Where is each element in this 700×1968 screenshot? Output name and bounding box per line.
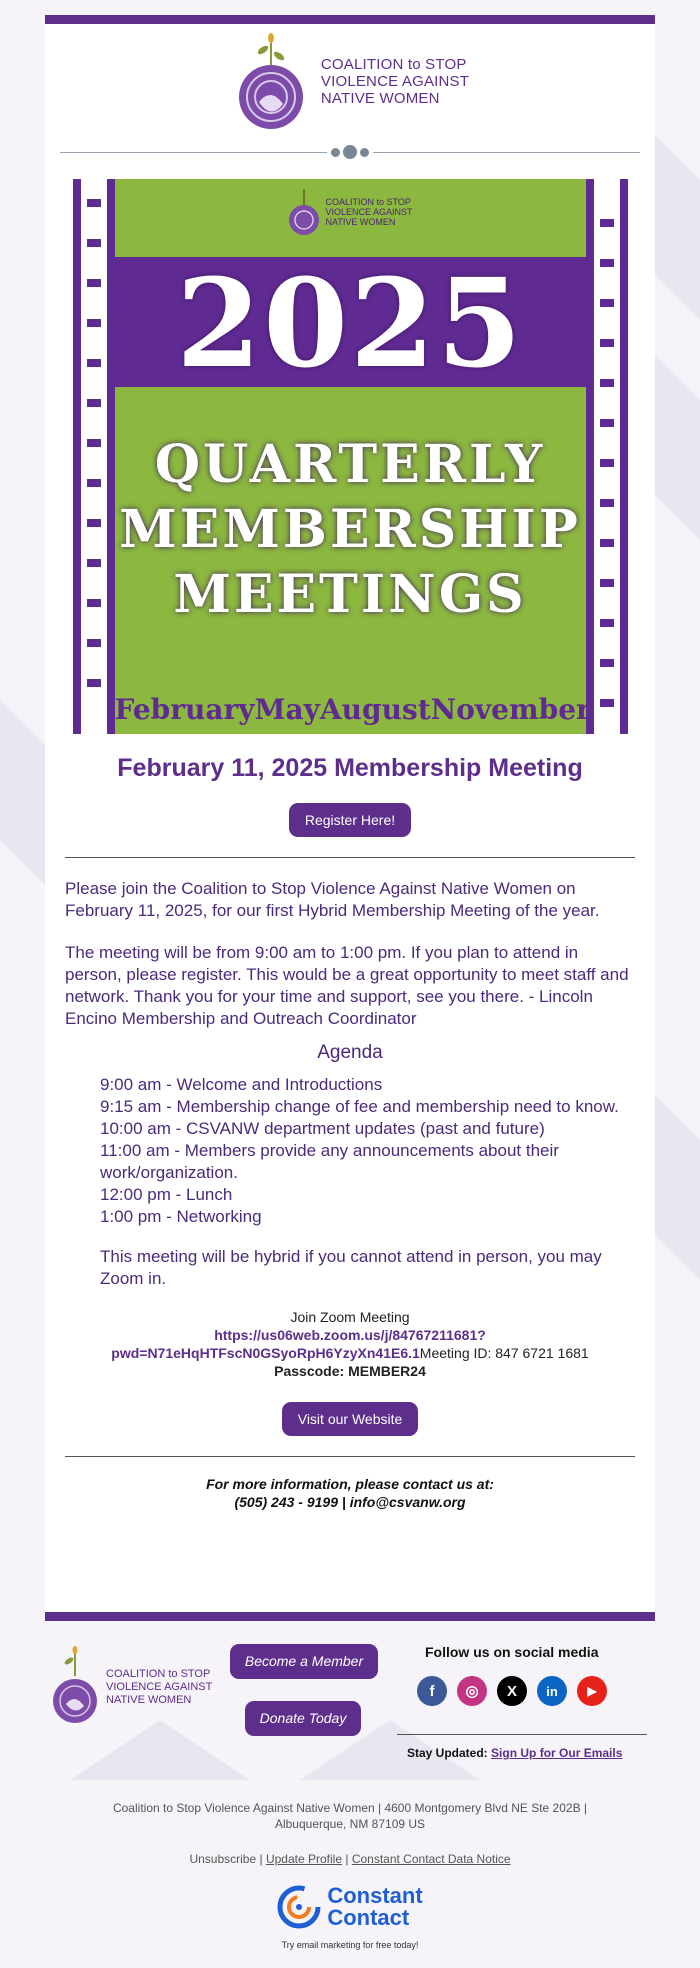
link-separator: | xyxy=(259,1852,263,1866)
address-line: Albuquerque, NM 87109 US xyxy=(274,1817,426,1831)
facebook-icon[interactable]: f xyxy=(417,1676,447,1706)
bottom-accent-bar xyxy=(45,1612,655,1621)
youtube-icon[interactable]: ▶ xyxy=(577,1676,607,1706)
zoom-link[interactable]: https://us06web.zoom.us/j/84767211681? xyxy=(214,1327,486,1343)
agenda-item: 10:00 am - CSVANW department updates (past and future) xyxy=(100,1119,545,1138)
agenda-list xyxy=(45,1074,655,1290)
unsubscribe-link[interactable]: Unsubscribe xyxy=(189,1852,257,1866)
intro-paragraph: Please join the Coalition to Stop Violence Against Native Women on February 11, 2025, for our first Hybrid Membership Meeting of the year. xyxy=(65,879,600,920)
agenda-item: 9:15 am - Membership change of fee and membership need to know. xyxy=(100,1097,619,1116)
logo-line: NATIVE WOMEN xyxy=(320,90,440,107)
footer-logo-line: VIOLENCE AGAINST xyxy=(106,1680,213,1693)
zoom-meeting-id: Meeting ID: 847 6721 1681 xyxy=(419,1345,589,1361)
update-profile-link[interactable]: Update Profile xyxy=(265,1852,342,1866)
agenda-item: 12:00 pm - Lunch xyxy=(100,1185,233,1204)
donate-button[interactable]: Donate Today xyxy=(245,1701,361,1736)
section-divider xyxy=(65,857,635,858)
agenda-title: Agenda xyxy=(317,1042,383,1063)
header-logo-text xyxy=(321,56,469,107)
csvanw-logo-icon xyxy=(50,1646,100,1728)
banner-months xyxy=(114,693,591,726)
signup-link[interactable]: Sign Up for Our Emails xyxy=(491,1746,623,1760)
top-accent-bar xyxy=(45,15,655,24)
banner-logo-line: NATIVE WOMEN xyxy=(325,217,396,227)
banner-logo-line: VIOLENCE AGAINST xyxy=(325,207,413,217)
event-headline: February 11, 2025 Membership Meeting xyxy=(117,754,583,782)
address-line: Coalition to Stop Violence Against Native Women | 4600 Montgomery Blvd NE Ste 202B | xyxy=(112,1801,588,1815)
become-member-button[interactable]: Become a Member xyxy=(230,1644,378,1679)
email-content xyxy=(45,15,655,1612)
zoom-link-pwd[interactable]: pwd=N71eHqHTFscN0GSyoRpH6YzyXn41E6.1 xyxy=(111,1345,420,1361)
footer-links xyxy=(0,1852,700,1866)
contact-info xyxy=(45,1475,655,1511)
month-label: November xyxy=(430,693,591,726)
csvanw-logo-icon xyxy=(231,32,311,132)
banner-logo-line: COALITION to STOP xyxy=(325,197,411,207)
intro-text xyxy=(45,878,655,1030)
linkedin-icon[interactable]: in xyxy=(537,1676,567,1706)
constant-contact-badge[interactable] xyxy=(0,1885,700,1950)
zoom-join-label: Join Zoom Meeting xyxy=(290,1309,410,1325)
stay-updated xyxy=(407,1746,622,1760)
banner-year: 2025 xyxy=(176,251,524,395)
footer-logo xyxy=(50,1646,212,1728)
banner-right-pattern xyxy=(586,179,628,734)
agenda-item: 1:00 pm - Networking xyxy=(100,1207,262,1226)
agenda-item: 11:00 am - Members provide any announcements about their work/organization. xyxy=(100,1141,559,1182)
register-button[interactable]: Register Here! xyxy=(289,803,411,837)
footer-logo-line: NATIVE WOMEN xyxy=(106,1693,192,1706)
month-label: May xyxy=(254,693,320,726)
constant-contact-logo-icon xyxy=(277,1885,321,1929)
zoom-passcode: Passcode: MEMBER24 xyxy=(274,1363,426,1379)
footer-divider xyxy=(397,1734,647,1735)
instagram-icon[interactable]: ◎ xyxy=(457,1676,487,1706)
visit-website-button[interactable]: Visit our Website xyxy=(282,1402,419,1436)
zoom-info xyxy=(45,1308,655,1380)
quarterly-meetings-banner xyxy=(73,179,628,734)
social-title: Follow us on social media xyxy=(425,1644,599,1660)
agenda-item: 9:00 am - Welcome and Introductions xyxy=(100,1075,383,1094)
stay-updated-label: Stay Updated: xyxy=(407,1746,488,1760)
banner-title-line: MEETINGS xyxy=(173,564,527,625)
details-paragraph: The meeting will be from 9:00 am to 1:00 pm. If you plan to attend in person, please register. This would be a great opportunity to meet staff and network. Thank you for your time and support, see you there. - Lincoln Encino Membership and Outreach Coordinator xyxy=(65,943,629,1028)
link-separator: | xyxy=(345,1852,349,1866)
constant-contact-name: Constant xyxy=(327,1883,423,1908)
section-divider xyxy=(65,1456,635,1457)
constant-contact-name: Contact xyxy=(327,1905,410,1930)
hybrid-note: This meeting will be hybrid if you cannot attend in person, you may Zoom in. xyxy=(100,1247,602,1288)
header-logo xyxy=(45,24,655,139)
logo-line: COALITION to STOP xyxy=(320,56,467,73)
x-icon[interactable]: X xyxy=(497,1676,527,1706)
address-block xyxy=(0,1800,700,1832)
csvanw-logo-icon xyxy=(287,187,321,237)
footer-panel xyxy=(45,1621,655,1771)
month-label: August xyxy=(319,693,431,726)
contact-line[interactable]: (505) 243 - 9199 | info@csvanw.org xyxy=(234,1494,466,1510)
logo-line: VIOLENCE AGAINST xyxy=(320,73,470,90)
contact-line: For more information, please contact us at: xyxy=(206,1476,494,1492)
banner-logo xyxy=(115,187,586,237)
data-notice-link[interactable]: Constant Contact Data Notice xyxy=(351,1852,511,1866)
banner-title-line: QUARTERLY xyxy=(154,434,546,495)
footer-logo-line: COALITION to STOP xyxy=(106,1667,211,1680)
month-label: February xyxy=(114,693,255,726)
banner-title-line: MEMBERSHIP xyxy=(119,499,581,560)
banner-green-panel xyxy=(114,179,591,734)
constant-contact-tagline: Try email marketing for free today! xyxy=(281,1940,419,1950)
decorative-divider xyxy=(45,139,655,167)
banner-left-pattern xyxy=(73,179,115,734)
